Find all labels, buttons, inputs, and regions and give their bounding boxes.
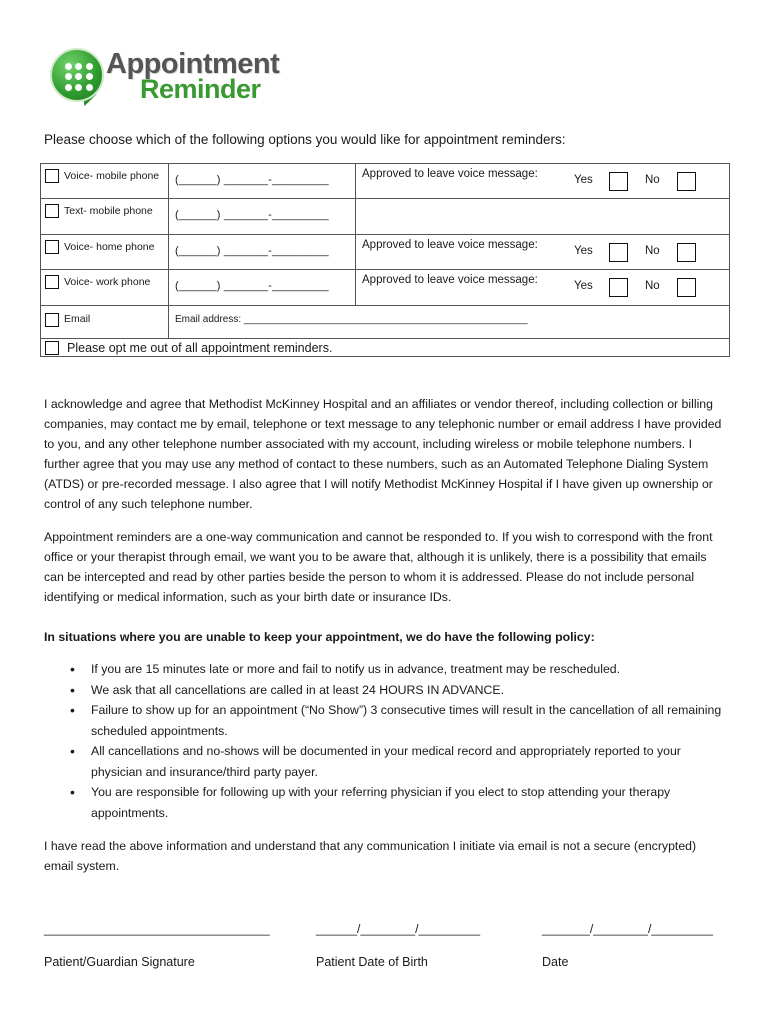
voice-mobile-no-checkbox[interactable] — [677, 172, 696, 191]
voice-work-approval — [356, 270, 730, 306]
text-mobile-label: Text- mobile phone — [64, 205, 153, 217]
voice-work-yes-checkbox[interactable] — [609, 278, 628, 297]
voice-home-label: Voice- home phone — [64, 241, 155, 253]
voice-work-label: Voice- work phone — [64, 276, 151, 288]
signature-label: Patient/Guardian Signature — [44, 955, 195, 969]
yes-label: Yes — [574, 245, 593, 257]
voice-work-checkbox[interactable] — [45, 275, 59, 289]
signature-line[interactable]: _________________________________ — [44, 922, 270, 936]
intro-text: Please choose which of the following options you would like for appointment reminders: — [44, 132, 566, 147]
voice-home-yes-checkbox[interactable] — [609, 243, 628, 262]
logo-text-appointment: Appointment — [106, 48, 280, 80]
voice-mobile-label: Voice- mobile phone — [64, 170, 160, 182]
date-line[interactable]: _______/________/_________ — [542, 922, 713, 936]
reminder-options-table — [40, 163, 730, 357]
closing-paragraph: I have read the above information and understand that any communication I initiate via email is not a secure (encrypted) email system. — [44, 839, 697, 873]
no-label: No — [645, 174, 660, 186]
policy-item: • You are responsible for following up with your referring physician if you elect to stop attending your therapy appointments. — [70, 784, 671, 820]
option-voice-mobile — [41, 164, 168, 183]
policy-item: • If you are 15 minutes late or more and fail to notify us in advance, treatment may be rescheduled. — [70, 661, 621, 677]
phone-keypad-icon — [50, 48, 104, 102]
voice-home-checkbox[interactable] — [45, 240, 59, 254]
voice-mobile-approval — [356, 164, 730, 199]
policy-item: • All cancellations and no-shows will be documented in your medical record and appropriately reported to your physician and insurance/third party payer. — [70, 743, 681, 779]
acknowledgement-paragraph: I acknowledge and agree that Methodist McKinney Hospital and an affiliates or vendor thereof, including collection or billing companies, may contact me by email, telephone or text message to any telephonic number or email address I have provided to you, and any other telephone number associated with my account, including wireless or mobile telephone numbers. I further agree that you may use any method of contact to these numbers, such as an Automated Telephone Dialing System (ATDS) or pre-recorded message. I also agree that I will notify Methodist McKinney Hospital if I have given up ownership or control of any such telephone number. — [44, 397, 722, 511]
date-of-birth-label: Patient Date of Birth — [316, 955, 428, 969]
text-mobile-checkbox[interactable] — [45, 204, 59, 218]
voice-home-phone-field[interactable]: (______) _______-_________ — [175, 245, 329, 257]
approved-voice-message-label: Approved to leave voice message: — [362, 274, 538, 286]
yes-label: Yes — [574, 174, 593, 186]
voice-work-no-checkbox[interactable] — [677, 278, 696, 297]
no-label: No — [645, 245, 660, 257]
option-voice-home — [41, 235, 168, 254]
appointment-reminder-logo — [48, 46, 280, 112]
option-text-mobile — [41, 199, 168, 218]
policy-list — [70, 659, 730, 823]
voice-home-approval — [356, 235, 730, 270]
one-way-communication-paragraph: Appointment reminders are a one-way communication and cannot be responded to. If you wish to correspond with the front office or your therapist through email, we want you to be aware that, although it is unlikely, there is a possibility that emails can be intercepted and read by other parties beside the person to whom it is addressed. Please do not include personal identifying or medical information, such as your birth date or insurance IDs. — [44, 530, 713, 604]
logo-text-reminder: Reminder — [140, 74, 261, 104]
date-label: Date — [542, 955, 569, 969]
voice-mobile-yes-checkbox[interactable] — [609, 172, 628, 191]
voice-mobile-phone-field[interactable]: (______) _______-_________ — [175, 174, 329, 186]
opt-out-option — [41, 339, 729, 355]
yes-label: Yes — [574, 280, 593, 292]
opt-out-checkbox[interactable] — [45, 341, 59, 355]
text-mobile-phone-field[interactable]: (______) _______-_________ — [175, 209, 329, 221]
email-label: Email — [64, 313, 91, 325]
option-email — [41, 306, 168, 327]
option-voice-work — [41, 270, 168, 289]
date-of-birth-line[interactable]: ______/________/_________ — [316, 922, 481, 936]
voice-mobile-checkbox[interactable] — [45, 169, 59, 183]
email-checkbox[interactable] — [45, 313, 59, 327]
policy-item: • Failure to show up for an appointment (“No Show”) 3 consecutive times will result in the cancellation of all remaining scheduled appointments. — [70, 702, 722, 738]
voice-work-phone-field[interactable]: (______) _______-_________ — [175, 280, 329, 292]
email-address-field[interactable]: Email address: ___________________________________________________ — [175, 314, 528, 325]
voice-home-no-checkbox[interactable] — [677, 243, 696, 262]
policy-heading: In situations where you are unable to keep your appointment, we do have the following policy: — [44, 630, 595, 644]
no-label: No — [645, 280, 660, 292]
opt-out-label: Please opt me out of all appointment reminders. — [67, 341, 333, 355]
policy-item: • We ask that all cancellations are called in at least 24 HOURS IN ADVANCE. — [70, 681, 505, 698]
approved-voice-message-label: Approved to leave voice message: — [362, 168, 538, 180]
approved-voice-message-label: Approved to leave voice message: — [362, 239, 538, 251]
